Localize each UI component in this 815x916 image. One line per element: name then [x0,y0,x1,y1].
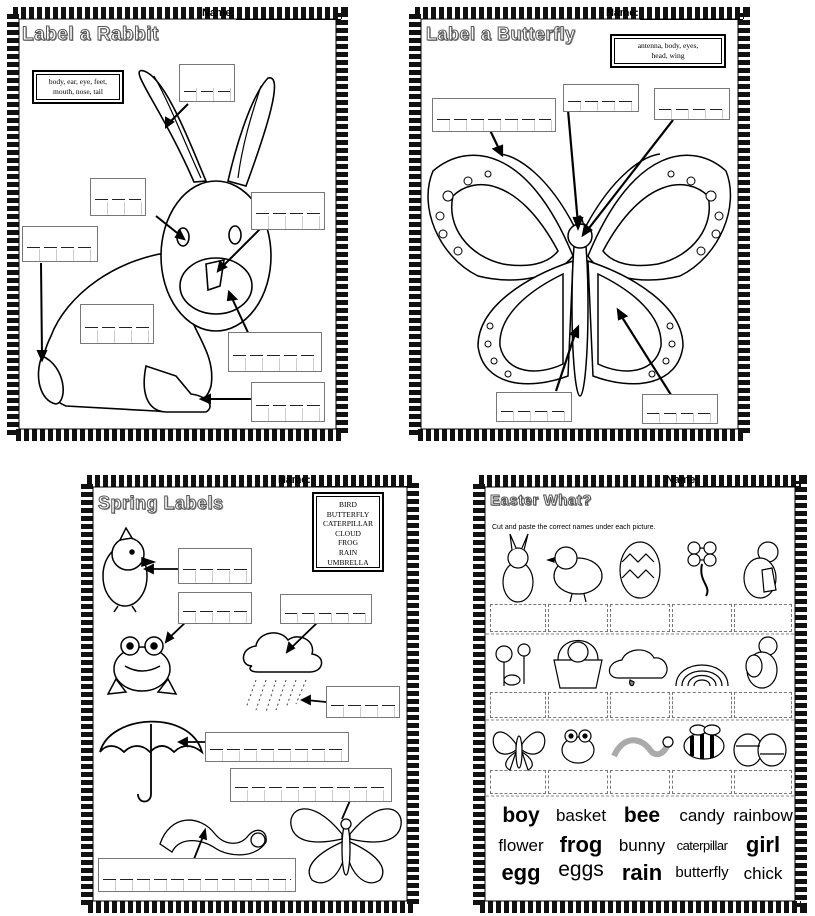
umbrella-icon [100,722,202,802]
cutout-word[interactable]: butterfly [675,864,729,881]
page-title: Label a Butterfly [426,24,576,44]
girl-icon [744,542,778,598]
caterpillar-icon [160,820,266,855]
label-box-eyes[interactable] [654,88,730,120]
page-title: Easter What? [490,492,592,509]
cutout-word[interactable]: basket [555,806,607,825]
flower-icon [688,542,716,596]
name-label: Name: [666,474,699,486]
label-box-eye[interactable] [90,178,146,216]
bee-icon [684,725,724,759]
rainbow-icon [676,665,728,686]
butterfly-icon [291,809,401,883]
word-bank: BIRD BUTTERFLY CATERPILLAR CLOUD FROG RAIN UMBRELLA [312,492,384,572]
label-box-cloud[interactable] [280,594,372,624]
caterpillar-icon [614,737,673,756]
name-label: Name: [606,7,639,19]
label-box-body[interactable] [80,304,154,344]
butterfly-icon [408,6,751,442]
worksheet-label-a-rabbit [6,6,349,442]
label-box-ear[interactable] [179,64,235,102]
label-box-wing[interactable] [642,394,718,424]
label-box-antenna[interactable] [432,98,556,132]
label-box-nose[interactable] [251,192,325,230]
cutout-word[interactable]: girl [745,832,781,857]
rain-icon [246,680,306,712]
candy-icon [496,644,530,686]
cutout-word[interactable]: egg [501,860,541,885]
egg-icon [620,542,660,598]
name-label: Name: [202,7,235,19]
cutout-word[interactable]: boy [502,804,540,827]
label-box-tail[interactable] [22,226,98,262]
label-box-caterpillar[interactable] [230,768,392,802]
eggs-icon [734,734,786,766]
label-box-butterfly[interactable] [98,858,296,892]
cutout-word[interactable]: eggs [558,858,604,881]
instructions: Cut and paste the correct names under each picture. [492,524,656,531]
label-box-rain[interactable] [326,686,400,718]
word-bank: antenna, body, eyes, head, wing [610,34,726,68]
worksheet-spring-labels [80,474,420,914]
label-box-body[interactable] [496,392,572,422]
boy-icon [746,637,777,688]
label-box-head[interactable] [563,84,639,112]
cutout-word[interactable]: chick [743,864,783,883]
word-bank: body, ear, eye, feet, mouth, nose, tail [32,70,124,104]
cutout-word[interactable]: caterpillar [676,838,728,853]
cutout-word[interactable]: bunny [618,836,666,855]
bunny-icon [503,534,533,602]
worksheet-label-a-butterfly [408,6,751,442]
cutout-word[interactable]: bee [623,804,661,827]
worksheet-easter-what [472,474,808,914]
name-label: Name: [278,474,311,486]
label-box-umbrella[interactable] [205,732,349,762]
label-box-frog[interactable] [178,592,252,624]
cutout-word[interactable]: rain [621,860,663,885]
cloud-icon [609,650,667,686]
label-box-bird[interactable] [178,548,252,584]
chick-icon [548,547,602,602]
cloud-icon [243,633,321,672]
page-title: Spring Labels [98,493,224,513]
frog-icon [562,730,594,763]
butterfly-icon [493,732,545,770]
label-box-mouth[interactable] [228,332,322,372]
basket-icon [554,641,602,689]
cutout-word[interactable]: frog [559,832,603,857]
frog-icon [108,637,176,694]
page-title: Label a Rabbit [22,24,159,45]
label-box-feet[interactable] [251,382,325,422]
cutout-word[interactable]: candy [679,806,725,825]
cutout-word[interactable]: rainbow [733,806,793,825]
cutout-word[interactable]: flower [498,836,544,855]
